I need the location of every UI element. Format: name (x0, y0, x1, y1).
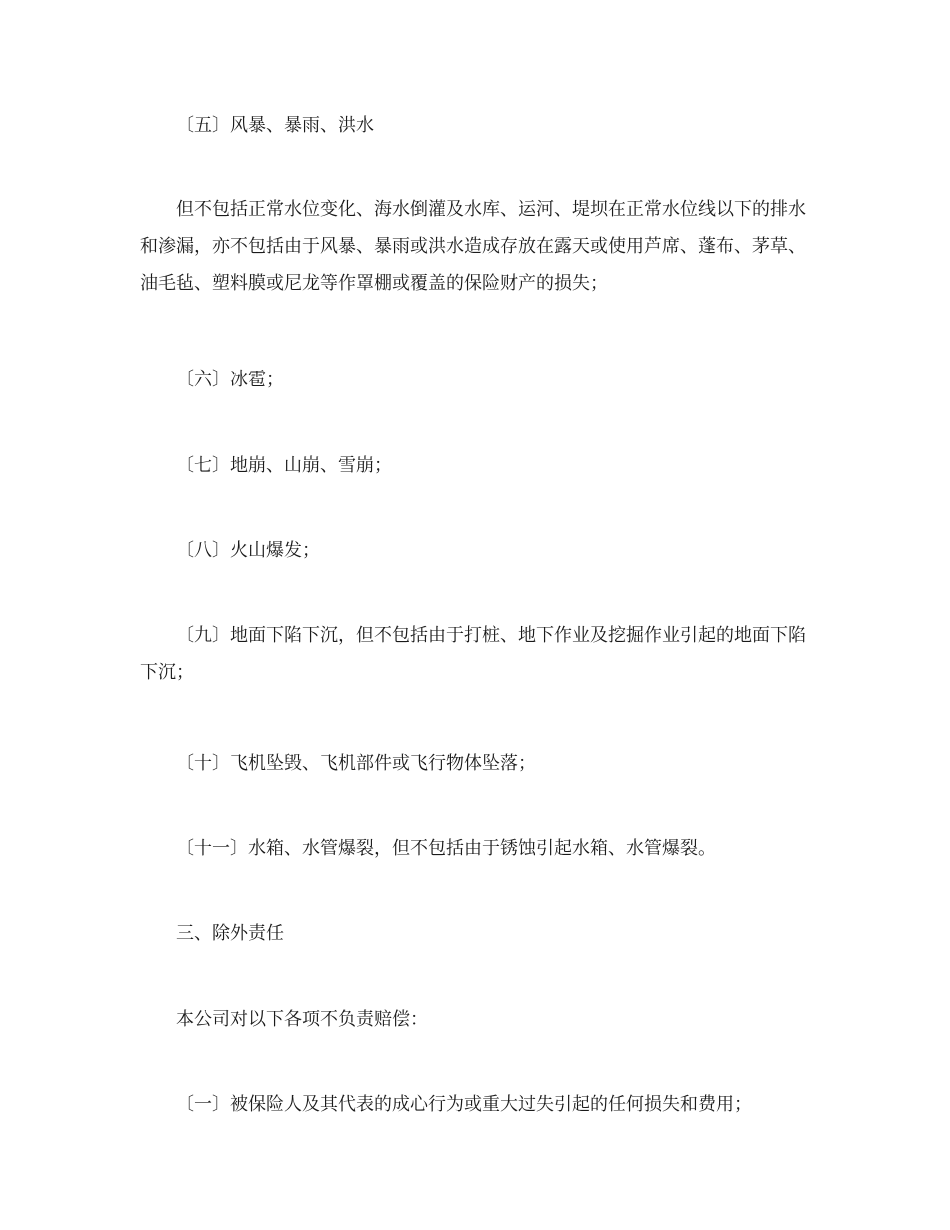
clause-10-aircraft: 〔十〕飞机坠毁、飞机部件或飞行物体坠落； (176, 753, 536, 774)
clause-7-landslide: 〔七〕地崩、山崩、雪崩； (176, 455, 392, 476)
clause-11-water-tank: 〔十一〕水箱、水管爆裂，但不包括由于锈蚀引起水箱、水管爆裂。 (176, 838, 716, 859)
clause-9-subsidence: 〔九〕地面下陷下沉，但不包括由于打桩、地下作业及挖掘作业引起的地面下陷下沉； (140, 625, 806, 683)
exclusions-intro: 本公司对以下各项不负责赔偿： (176, 1009, 428, 1030)
clause-8-volcano: 〔八〕火山爆发； (176, 540, 320, 561)
clause-5-heading: 〔五〕风暴、暴雨、洪水 (176, 115, 374, 136)
clause-5-exclusion-text: 但不包括正常水位变化、海水倒灌及水库、运河、堤坝在正常水位线以下的排水和渗漏，亦不包括由于风暴、暴雨或洪水造成存放在露天或使用芦席、蓬布、茅草、油毛毡、塑料膜或尼龙等作罩棚或覆盖的保险财产的损失； (140, 199, 806, 294)
section-3-heading: 三、除外责任 (176, 923, 284, 944)
exclusion-1: 〔一〕被保险人及其代表的成心行为或重大过失引起的任何损失和费用； (176, 1094, 752, 1115)
clause-6-hail: 〔六〕冰雹； (176, 369, 284, 390)
